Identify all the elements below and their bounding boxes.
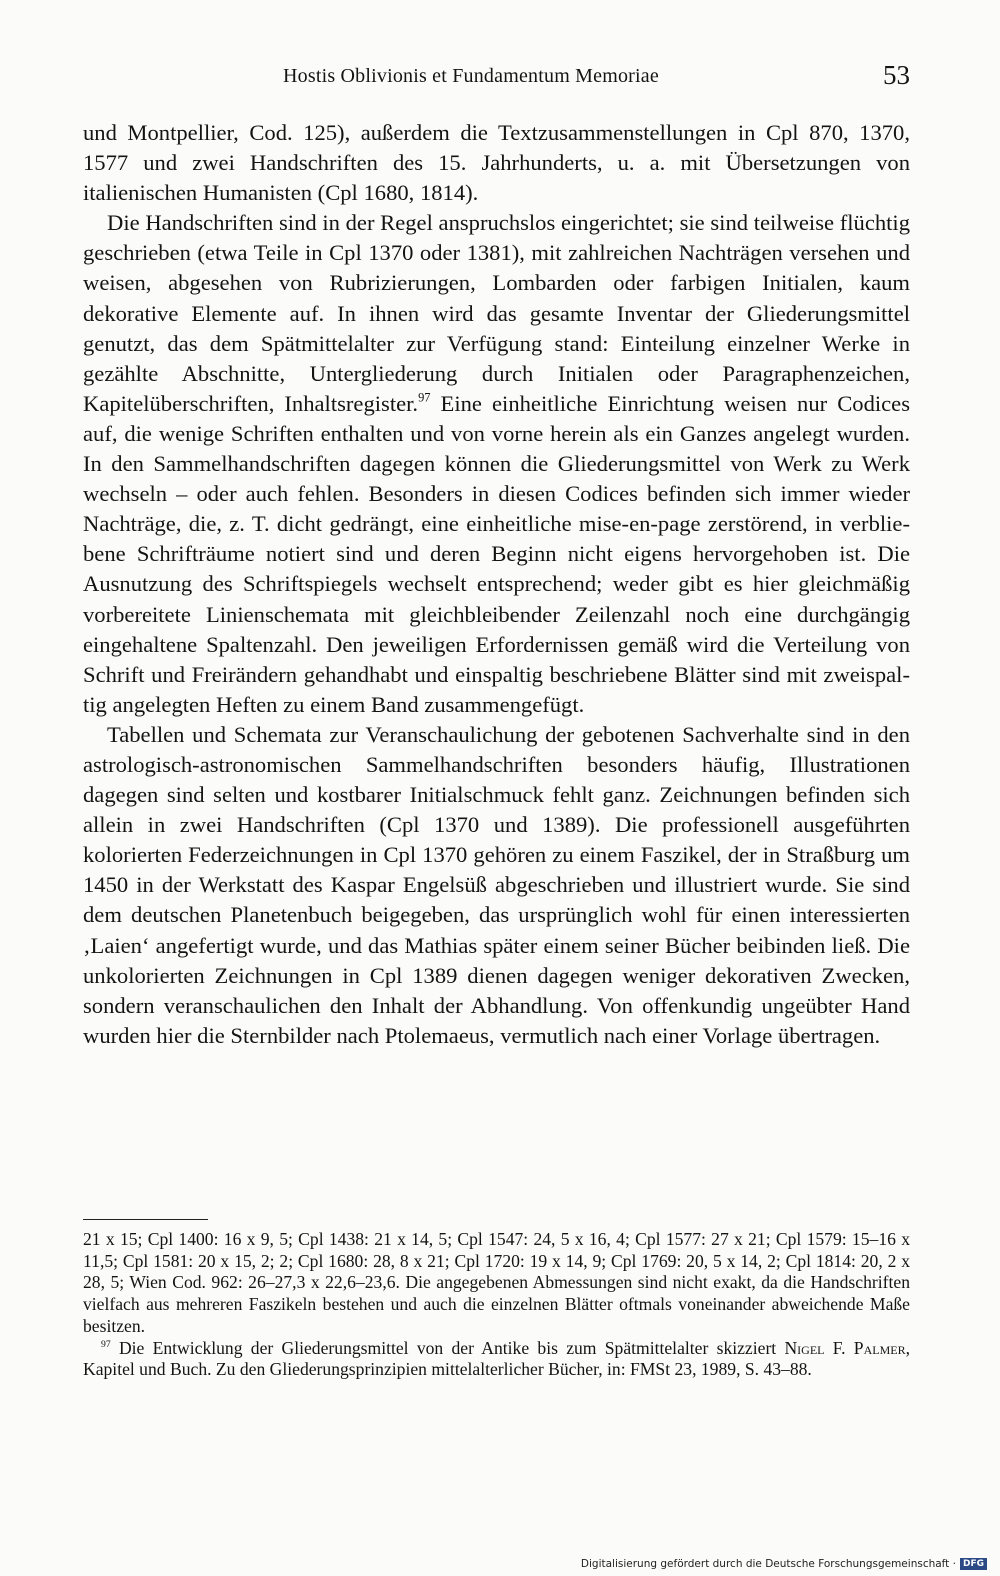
page-number: 53 [883,60,910,90]
paragraph-2-text-a: Die Handschriften sind in der Regel anspruchslos eingerichtet; sie sind teilweise flüchtig geschrieben (etwa Teile in Cpl 1370 oder 1381), mit zahlreichen Nachträgen versehen und weisen, abgesehen von Rubrizierungen, Lombarden oder farbigen Initialen, kaum dekorative Elemente auf. In ihnen wird das gesamte Inventar der Gliederungsmittel genutzt, das dem Spätmittelalter zur Verfügung stand: Einteilung einzelner Werke in gezählte Abschnitte, Untergliederung durch Initialen oder Paragraphenzeichen, Kapitelüberschriften, Inhaltsregister. [83,210,910,416]
credit-text: Digitalisierung gefördert durch die Deutsche Forschungsgemeinschaft · [580,1558,956,1570]
footnote-97-text-b: , Kapitel und Buch. Zu den Gliederungsprinzipien mittelalterlicher Bücher, in: FMSt 23, 1989, S. 43–88. [83,1337,910,1380]
footnote-97-number: 97 [101,1338,111,1350]
running-title: Hostis Oblivionis et Fundamentum Memoriae [283,65,659,87]
footnote-97-author: Nigel F. Palmer [784,1337,906,1358]
main-text [83,118,910,1051]
paragraph-3: Tabellen und Schemata zur Veranschaulichung der gebotenen Sachverhalte sind in den astrologisch-astronomischen Sammelhandschriften besonders häufig, Illustrationen dagegen sind selten und kostbarer Initialschmuck fehlt ganz. Zeichnungen befinden sich allein in zwei Handschriften (Cpl 1370 und 1389). Die professionell ausgeführten kolorierten Federzeichnungen in Cpl 1370 gehören zu einem Faszikel, der in Straßburg um 1450 in der Werkstatt des Kaspar Engelsüß abgeschrieben und illustriert wurde. Sie sind dem deutschen Planetenbuch beigegeben, das ursprünglich wohl für einen interessierten ‚Laien‘ angefertigt wurde, und das Mathias später einem seiner Bücher beibinden ließ. Die unkolorierten Zeichnungen in Cpl 1389 dienen dagegen weniger dekorativen Zwecken, sondern veranschaulichen den Inhalt der Abhandlung. Von offenkundig ungeübter Hand wurden hier die Sternbilder nach Ptolemaeus, vermutlich nach einer Vorlage übertragen. [83,721,910,1048]
footnote-97 [83,1338,910,1381]
paragraph-2-text-b: Eine einheitliche Einrichtung weisen nur Codices auf, die wenige Schriften enthalten und von vorne herein als ein Ganzes angelegt wurden. In den Sammelhandschriften dagegen können die Gliederungsmittel von Werk zu Werk wechseln – oder auch fehlen. Besonders in diesen Codices befinden sich immer wieder Nachträge, die, z. T. dicht gedrängt, eine einheitliche mise-en-page zerstörend, in verbliebene Schrifträume notiert sind und deren Beginn nicht eigens hervorgehoben ist. Die Ausnutzung des Schriftspiegels wechselt entsprechend; weder gibt es hier gleichmäßig vorbereitete Linienschemata mit gleichbleibender Zeilenzahl noch eine durchgängig eingehaltene Spaltenzahl. Den jeweiligen Erfordernissen gemäß wird die Verteilung von Schrift und Freirändern gehandhabt und einspaltig beschriebene Blätter sind mit zweispaltig angelegten Heften zu einem Band zusammengefügt. [83,390,910,717]
digitization-credit [581,1558,987,1570]
dfg-logo: DFG [960,1558,987,1570]
footnotes [83,1229,910,1381]
footnote-ref-97: 97 [418,390,431,405]
running-header [83,62,910,96]
paragraph-2 [83,208,910,720]
footnote-97-text-a: Die Entwicklung der Gliederungsmittel von der Antike bis zum Spätmittelalter skizziert [110,1337,785,1358]
paragraph-1: und Montpellier, Cod. 125), außerdem die Textzusammenstellungen in Cpl 870, 1370, 1577 und zwei Handschriften des 15. Jahrhunderts, u. a. mit Übersetzungen von italienischen Humanisten (Cpl 1680, 1814). [83,120,910,206]
footnote-continued: 21 x 15; Cpl 1400: 16 x 9, 5; Cpl 1438: 21 x 14, 5; Cpl 1547: 24, 5 x 16, 4; Cpl 1577: 27 x 21; Cpl 1579: 15–16 x 11,5; Cpl 1581: 20 x 15, 2; 2; Cpl 1680: 28, 8 x 21; Cpl 1720: 19 x 14, 9; Cpl 1769: 20, 5 x 14, 2; Cpl 1814: 20, 2 x 28, 5; Wien Cod. 962: 26–27,3 x 22,6–23,6. Die angegebenen Abmessungen sind nicht exakt, da die Handschriften vielfach aus mehreren Faszikeln bestehen und auch die einzelnen Blätter oftmals voneinander abweichende Maße besitzen. [83,1229,910,1336]
footnote-divider [83,1219,208,1220]
